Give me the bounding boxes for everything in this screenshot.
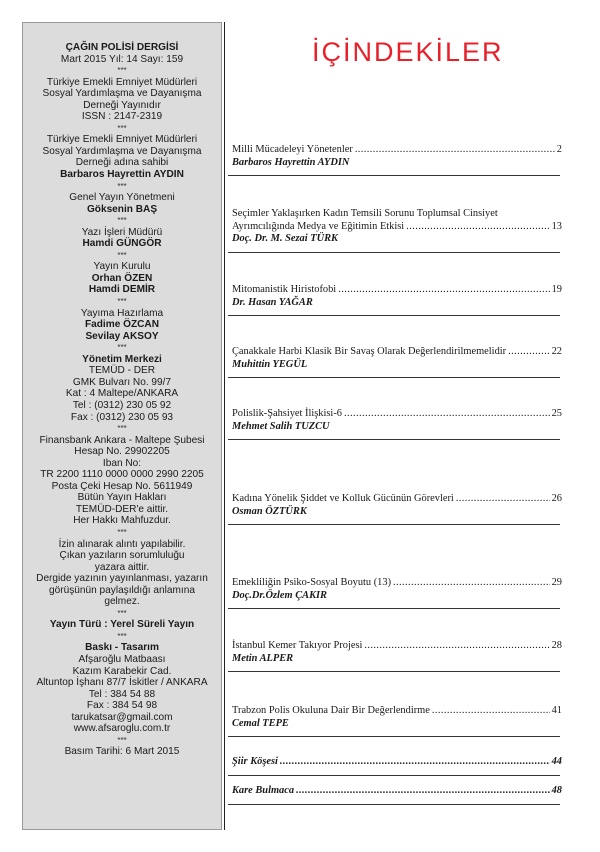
- masthead-line: Göksenin BAŞ: [86, 203, 158, 215]
- masthead-line: İzin alınarak alıntı yapılabilir.: [58, 538, 186, 550]
- masthead-line: Yönetim Merkezi: [82, 353, 162, 365]
- toc-title: Şiir Köşesi: [232, 756, 278, 767]
- dot-leader: [280, 756, 550, 769]
- toc-page-number: 48: [551, 785, 562, 796]
- masthead-line: Yazı İşleri Müdürü: [81, 226, 163, 238]
- masthead-line: Derneği adına sahibi: [75, 157, 169, 169]
- masthead-line: Finansbank Ankara - Maltepe Şubesi: [39, 434, 205, 446]
- toc-title-line: Seçimler Yaklaşırken Kadın Temsili Sorunu Toplumsal Cinsiyet: [232, 208, 498, 219]
- masthead-separator: ***: [117, 216, 127, 226]
- toc-author: Barbaros Hayrettin AYDIN: [232, 156, 350, 168]
- toc-title: Trabzon Polis Okuluna Dair Bir Değerlendirme: [232, 705, 430, 716]
- contents-column: [228, 0, 600, 852]
- toc-entry[interactable]: [232, 705, 562, 730]
- toc-rule: [228, 439, 560, 440]
- masthead-line: yazara aittir.: [94, 561, 150, 573]
- toc-entry[interactable]: [232, 756, 562, 769]
- masthead-line: Baskı - Tasarım: [85, 642, 159, 654]
- dot-leader: [432, 705, 550, 718]
- masthead-line: www.afsaroglu.com.tr: [73, 723, 171, 735]
- masthead-line: Fax : 384 54 98: [86, 700, 158, 712]
- toc-author: Metin ALPER: [232, 652, 294, 664]
- masthead-line: TEMÜD - DER: [88, 365, 156, 377]
- masthead-separator: ***: [117, 250, 127, 260]
- toc-title: Milli Mücadeleyi Yönetenler: [232, 144, 353, 155]
- toc-page-number: 28: [551, 640, 562, 651]
- toc-page-number: 41: [551, 705, 562, 716]
- toc-title: Kadına Yönelik Şiddet ve Kolluk Gücünün Görevleri: [232, 493, 454, 504]
- masthead-line: Derneği Yayınıdır: [83, 99, 161, 111]
- masthead-line: TR 2200 1110 0000 0000 2990 2205: [40, 469, 204, 481]
- toc-rule: [228, 175, 560, 176]
- dot-leader: [338, 284, 549, 297]
- toc-entry[interactable]: [232, 284, 562, 309]
- masthead-line: Hamdi DEMİR: [88, 284, 156, 296]
- toc-author: Dr. Hasan YAĞAR: [232, 296, 313, 308]
- toc-author: Cemal TEPE: [232, 717, 289, 729]
- dot-leader: [406, 221, 549, 234]
- toc-title: Mitomanistik Hiristofobi: [232, 284, 337, 295]
- toc-row: [232, 705, 562, 718]
- toc-row: [232, 756, 562, 769]
- toc-rule: [228, 736, 560, 737]
- toc-row: [232, 640, 562, 653]
- toc-row: [232, 284, 562, 297]
- masthead-line: tarukatsar@gmail.com: [71, 711, 173, 723]
- masthead-line: Türkiye Emekli Emniyet Müdürleri: [46, 76, 198, 88]
- dot-leader: [393, 577, 550, 590]
- toc-page-number: 2: [556, 144, 562, 155]
- masthead-line: Sosyal Yardımlaşma ve Dayanışma: [42, 88, 202, 100]
- column-divider: [224, 22, 225, 830]
- masthead-line: TEMÜD-DER'e aittir.: [75, 503, 169, 515]
- toc-entry[interactable]: [232, 577, 562, 602]
- toc-author: Muhittin YEGÜL: [232, 358, 308, 370]
- masthead-line: Altuntop İşhanı 87/7 İskitler / ANKARA: [36, 677, 208, 689]
- toc-title: İstanbul Kemer Takıyor Projesi: [232, 640, 363, 651]
- masthead-line: Barbaros Hayrettin AYDIN: [60, 169, 184, 181]
- masthead-line: Yayın Türü : Yerel Süreli Yayın: [49, 619, 195, 631]
- masthead-line: Orhan ÖZEN: [91, 272, 153, 284]
- toc-entry[interactable]: [232, 346, 562, 371]
- masthead-line: Kat : 4 Maltepe/ANKARA: [65, 388, 179, 400]
- toc-entry[interactable]: [232, 408, 562, 433]
- contents-heading: İÇİNDEKİLER: [312, 37, 504, 67]
- masthead-line: Kazım Karabekir Cad.: [72, 665, 172, 677]
- toc-rule: [228, 775, 560, 776]
- masthead-line: Türkiye Emekli Emniyet Müdürleri: [46, 134, 198, 146]
- toc-row: [232, 408, 562, 421]
- toc-title: Polislik-Şahsiyet İlişkisi-6: [232, 408, 342, 419]
- toc-title: Ayrımcılığında Medya ve Eğitimin Etkisi: [232, 220, 405, 232]
- masthead-line: Fadime ÖZCAN: [84, 319, 160, 331]
- masthead-panel: [22, 22, 222, 830]
- masthead-line: Tel : 384 54 88: [88, 688, 156, 700]
- masthead-separator: ***: [117, 631, 127, 641]
- toc-page-number: 13: [551, 220, 562, 232]
- masthead-line: Yayıma Hazırlama: [80, 307, 164, 319]
- toc-row: [232, 144, 562, 157]
- toc-page-number: 26: [551, 493, 562, 504]
- masthead-separator: ***: [117, 527, 127, 537]
- toc-row: [232, 785, 562, 798]
- masthead-separator: ***: [117, 343, 127, 353]
- masthead-line: Fax : (0312) 230 05 93: [70, 411, 174, 423]
- masthead-line: Iban No:: [102, 457, 142, 469]
- toc-row: [232, 221, 562, 234]
- toc-page-number: 29: [551, 577, 562, 588]
- toc-author: Doç. Dr. M. Sezai TÜRK: [232, 233, 338, 244]
- toc-entry[interactable]: [232, 640, 562, 665]
- dot-leader: [456, 493, 550, 506]
- dot-leader: [344, 408, 550, 421]
- masthead-line: Afşaroğlu Matbaası: [78, 653, 166, 665]
- masthead-line: GMK Bulvarı No. 99/7: [72, 376, 172, 388]
- masthead-line: gelmez.: [104, 596, 140, 608]
- masthead-line: Her Hakkı Mahfuzdur.: [73, 515, 171, 527]
- masthead-line: Mart 2015 Yıl: 14 Sayı: 159: [60, 53, 184, 65]
- masthead-separator: ***: [117, 735, 127, 745]
- toc-page-number: 25: [551, 408, 562, 419]
- masthead-line: Çıkan yazıların sorumluluğu: [59, 550, 185, 562]
- masthead-separator: ***: [117, 123, 127, 133]
- toc-row: [232, 346, 562, 359]
- masthead-line: Bütün Yayın Hakları: [77, 492, 167, 504]
- toc-entry[interactable]: [232, 208, 562, 246]
- toc-entry[interactable]: [232, 785, 562, 798]
- toc-rule: [228, 804, 560, 805]
- dot-leader: [364, 640, 549, 653]
- masthead-separator: ***: [117, 181, 127, 191]
- toc-author: Mehmet Salih TUZCU: [232, 420, 330, 432]
- toc-page-number: 44: [551, 756, 562, 767]
- toc-rule: [228, 315, 560, 316]
- toc-author: Osman ÖZTÜRK: [232, 505, 307, 517]
- masthead-line: görüşünün paylaşıldığı anlamına: [49, 584, 195, 596]
- masthead-line: Sevilay AKSOY: [85, 330, 159, 342]
- toc-entry[interactable]: [232, 144, 562, 169]
- toc-title: Emekliliğin Psiko-Sosyal Boyutu (13): [232, 577, 392, 588]
- toc-row: [232, 493, 562, 506]
- masthead-line: ÇAĞIN POLİSİ DERGİSİ: [65, 42, 179, 53]
- masthead-separator: ***: [117, 608, 127, 618]
- toc-title: Çanakkale Harbi Klasik Bir Savaş Olarak Değerlendirilmemelidir: [232, 346, 507, 357]
- toc-page-number: 19: [551, 284, 562, 295]
- toc-rule: [228, 524, 560, 525]
- masthead-line: Posta Çeki Hesap No. 5611949: [51, 480, 193, 492]
- toc-rule: [228, 252, 560, 253]
- dot-leader: [296, 785, 550, 798]
- masthead-line: Hamdi GÜNGÖR: [82, 238, 162, 250]
- toc-rule: [228, 671, 560, 672]
- dot-leader: [508, 346, 550, 359]
- masthead-line: Basım Tarihi: 6 Mart 2015: [64, 746, 180, 758]
- masthead-line: Yayın Kurulu: [93, 261, 151, 273]
- masthead-separator: ***: [117, 66, 127, 76]
- masthead-line: Hesap No. 29902205: [74, 446, 170, 458]
- toc-rule: [228, 377, 560, 378]
- toc-page-number: 22: [551, 346, 562, 357]
- toc-entry[interactable]: [232, 493, 562, 518]
- toc-row: [232, 577, 562, 590]
- masthead-line: Genel Yayın Yönetmeni: [69, 192, 175, 204]
- toc-rule: [228, 608, 560, 609]
- toc-author: Doç.Dr.Özlem ÇAKIR: [232, 589, 327, 601]
- masthead-separator: ***: [117, 424, 127, 434]
- masthead-line: Sosyal Yardımlaşma ve Dayanışma: [42, 145, 202, 157]
- masthead-separator: ***: [117, 297, 127, 307]
- masthead-line: ISSN : 2147-2319: [81, 111, 163, 123]
- dot-leader: [355, 144, 555, 157]
- toc-title: Kare Bulmaca: [232, 785, 295, 796]
- masthead-line: Dergide yazının yayınlanması, yazarın: [36, 573, 208, 585]
- masthead-line: Tel : (0312) 230 05 92: [72, 399, 172, 411]
